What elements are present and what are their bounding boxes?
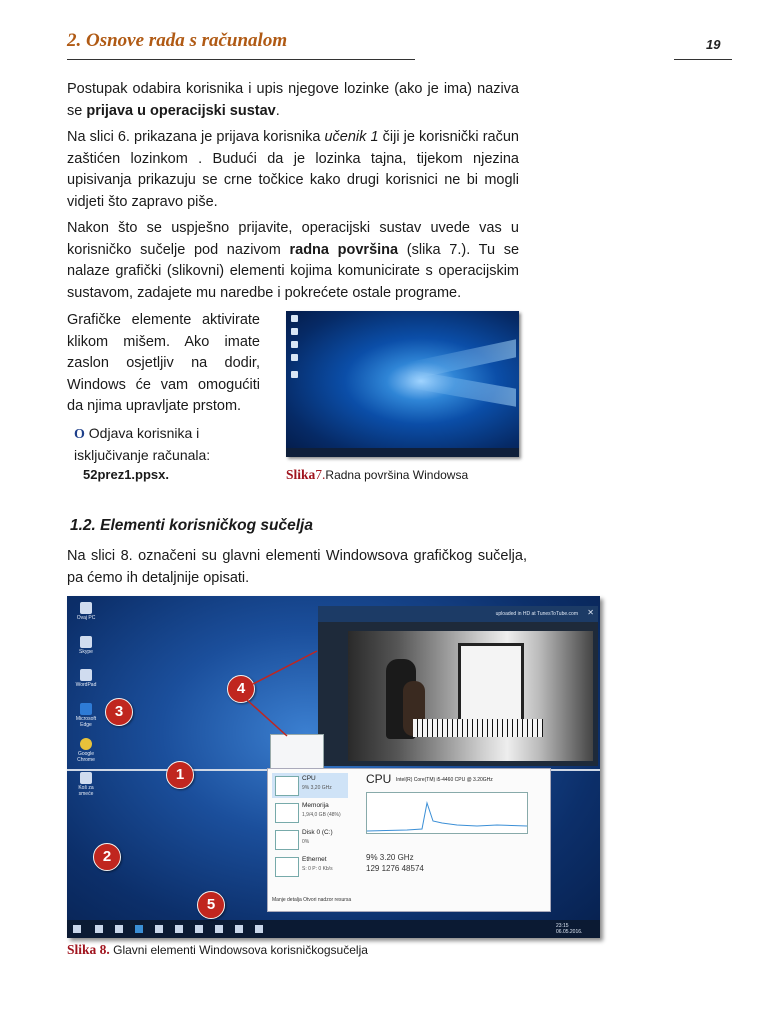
bold-term: prijava u operacijski sustav — [86, 102, 276, 119]
paragraph-desktop — [67, 218, 519, 304]
caption-number: 7. — [315, 467, 326, 482]
taskbar-clock[interactable]: 23:15 06.05.2016. — [556, 923, 583, 935]
tm-item-name: Disk 0 (C:) — [302, 829, 333, 836]
figure-ui-elements — [67, 596, 600, 938]
task-manager-footer[interactable]: Manje detalja Otvori nadzor resursa — [272, 897, 352, 903]
chapter-title: 2. Osnove rada s računalom — [67, 30, 288, 51]
caption-label: Slika — [286, 467, 316, 482]
icon-label: WordPad — [75, 682, 97, 688]
paragraph-figure8-intro: Na slici 8. označeni su glavni elementi Windowsova grafičkog sučelja, pa ćemo ih detaljnije opisati. — [67, 548, 527, 586]
text: . — [275, 102, 280, 119]
paragraph-password — [67, 127, 519, 213]
cpu-stats-line: 9% 3.20 GHz — [366, 853, 414, 862]
tm-item-name: Ethernet — [302, 856, 327, 863]
badge-number: 3 — [114, 703, 124, 720]
bold-term: radna površina — [289, 241, 399, 258]
text: čiji je korisnički račun zaštićen lozinkom . Budući da je lozinka tajna, tijekom njezina upisivanja prikazuju se crne točkice kako drugi korisnici ne bi mogli vidjeti što zapravo piše. — [67, 129, 519, 210]
badge-number: 4 — [236, 680, 246, 697]
resource-file-link[interactable]: 52prez1.ppsx. — [83, 467, 169, 482]
header-rule — [67, 59, 415, 60]
tm-item-sub: 0% — [302, 839, 310, 845]
caption-text: Radna površina Windowsa — [325, 468, 469, 482]
callout-arrows — [67, 596, 600, 938]
caption-label: Slika 8. — [67, 942, 110, 957]
figure7-caption — [286, 467, 468, 483]
badge-number: 2 — [102, 848, 112, 865]
resource-note — [74, 423, 274, 465]
paragraph-graphics: Grafičke elemente aktivirate klikom mišem. Ako imate zaslon osjetljiv na dodir, Windows će vam omogućiti da njima upravljate prstom. — [67, 312, 260, 414]
resource-marker: O — [74, 427, 85, 442]
icon-label: Google Chrome — [77, 751, 95, 763]
paragraph-login — [67, 79, 519, 122]
text: Na slici 6. prikazana je prijava korisnika — [67, 129, 325, 145]
close-icon[interactable]: ✕ — [587, 608, 594, 617]
tm-item-sub: 9% 3,20 GHz — [302, 785, 332, 791]
icon-label: Ovaj PC — [76, 615, 96, 621]
caption-text: Glavni elementi Windowsova korisničkogsučelja — [113, 943, 368, 957]
icon-label: Skype — [79, 649, 93, 655]
text: Postupak odabira korisnika i upis njegove lozinke (ako je ima) naziva se — [67, 81, 519, 119]
figure-desktop-image — [286, 311, 519, 457]
italic-term: učenik 1 — [324, 129, 379, 145]
taskbar — [286, 448, 519, 457]
section-title: 1.2. Elementi korisničkog sučelja — [70, 517, 313, 534]
cpu-heading: CPU — [366, 772, 392, 786]
tm-item-name: CPU — [302, 775, 316, 782]
tm-item-name: Memorija — [302, 802, 329, 809]
text: Nakon što se uspješno prijavite, operacijski sustav uvede vas u korisničko sučelje pod nazivom — [67, 220, 519, 258]
text: (slika 7.). Tu se nalaze grafički (slikovni) elementi kojima komunicirate s operacijskim sustavom, zadajete mu naredbe i pokrećete ostale programe. — [67, 241, 520, 301]
page-number-rule — [674, 59, 732, 60]
figure8-caption — [67, 942, 368, 958]
icon-label: Microsoft Edge — [75, 716, 97, 728]
icon-label: Koš za smeće — [78, 785, 94, 797]
cpu-stats-line: 129 1276 48574 — [366, 864, 424, 873]
cpu-model: Intel(R) Core(TM) i5-4460 CPU @ 3.20GHz — [396, 777, 493, 783]
video-title: uploaded in HD at TunesToTube.com — [495, 611, 578, 617]
resource-text: Odjava korisnika i isključivanje računala: — [74, 425, 211, 463]
badge-number: 1 — [175, 766, 185, 783]
page-number: 19 — [706, 37, 721, 52]
badge-number: 5 — [206, 896, 216, 913]
tm-item-sub: 1,9/4,0 GB (48%) — [302, 812, 341, 818]
tm-item-sub: S: 0 P: 0 Kb/s — [302, 866, 333, 872]
